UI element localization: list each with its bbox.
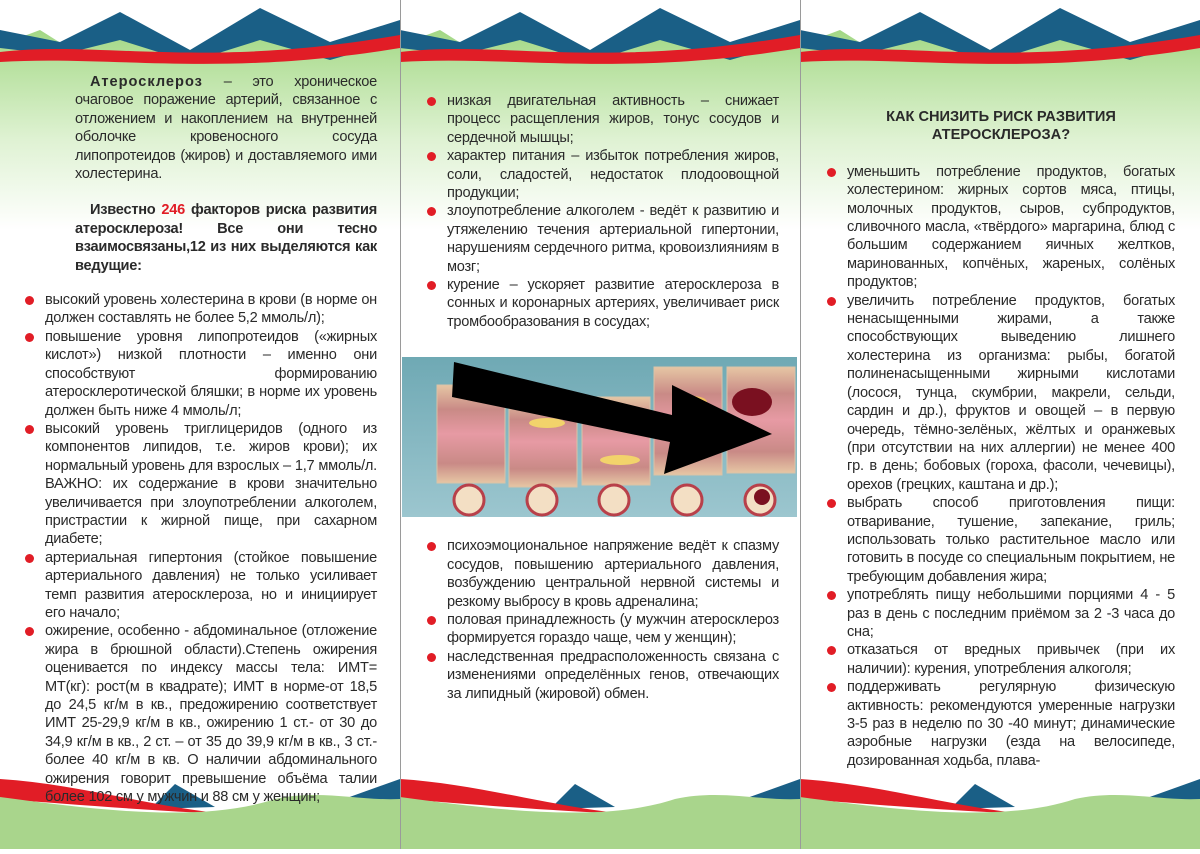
intro-block xyxy=(75,73,377,275)
list-item: половая принадлежность (у мужчин атеросклероз формируется гораздо чаще, чем у женщин); xyxy=(427,611,779,648)
list-item: увеличить потребление продуктов, богатых ненасыщенными жирами, а также способствующих выведению лишнего холестерина из организма: рыбы, богатой полиненасыщенными жирными кислотами (лосося, тунца, скумбрии, макрели, сельди, сардин и др.), фруктов и овощей – в первую очередь, тёмно-зелёных, жёлтых и оранжевых (при отсутствии на них аллергии) не менее 400 гр. в день; бобовых (гороха, фасоли, чечевицы), орехов (грецких, каштана и др.); xyxy=(827,292,1175,494)
risk-factor-list-2 xyxy=(427,92,779,331)
risk-factor-list-1 xyxy=(25,291,377,806)
risk-text: факторов риска развития атеросклероза! Все они тесно взаимосвязаны,12 из них выделяются как ведущие: xyxy=(75,202,377,274)
bullet-list xyxy=(427,537,779,703)
prevention-title: КАК СНИЗИТЬ РИСК РАЗВИТИЯ АТЕРОСКЛЕРОЗА? xyxy=(886,109,1116,144)
bullet-list xyxy=(25,291,377,806)
footer-hills-decoration xyxy=(800,769,1200,849)
list-item: поддерживать регулярную физическую активность: рекомендуются умеренные нагрузки 3-5 раз в неделю по 30 -40 минут; динамические аэробные нагрузки (езда на велосипеде, дозированная ходьба, плава- xyxy=(827,678,1175,770)
list-item: выбрать способ приготовления пищи: отваривание, тушение, запекание, гриль; использовать только растительное масло или готовить в посуде со специальным покрытием, не требующим добавления жира; xyxy=(827,494,1175,586)
bullet-list xyxy=(427,92,779,331)
footer-hills-decoration xyxy=(400,769,800,849)
list-item: высокий уровень холестерина в крови (в норме он должен составлять не более 5,2 ммоль/л); xyxy=(25,291,377,328)
list-item: наследственная предрасположенность связана с изменениями определённых генов, отвечающих за липидный (жировой) обмен. xyxy=(427,648,779,703)
list-item: психоэмоциональное напряжение ведёт к спазму сосудов, повышению артериального давления, возбуждению центральной нервной системы и резкому выбросу в кровь адреналина; xyxy=(427,537,779,611)
column-left xyxy=(25,73,377,806)
list-item: артериальная гипертония (стойкое повышение артериального давления) не только усиливает темп развития атеросклероза, но и инициирует его начало; xyxy=(25,549,377,623)
definition-paragraph xyxy=(75,73,377,183)
fold-line xyxy=(400,0,401,849)
risk-factors-heading xyxy=(75,201,377,275)
list-item: уменьшить потребление продуктов, богатых холестерином: жирных сортов мяса, птицы, молочных продуктов, сыров, субпродуктов, сливочного масла, «твёрдого» маргарина, блюд с большим содержанием яичных желтков, маринованных, копчёных, жареных, солёных продуктов; xyxy=(827,163,1175,292)
column-right xyxy=(827,108,1175,770)
risk-factor-list-3 xyxy=(427,537,779,703)
list-item: курение – ускоряет развитие атеросклероза в сонных и коронарных артериях, увеличивает риск тромбообразования в сосудах; xyxy=(427,276,779,331)
fold-line xyxy=(800,0,801,849)
list-item: повышение уровня липопротеидов («жирных кислот») низкой плотности – именно они способствуют формированию атеросклеротической бляшки; в норме их уровень должен быть ниже 4 ммоль/л; xyxy=(25,328,377,420)
list-item: ожирение, особенно - абдоминальное (отложение жира в брюшной области).Степень ожирения оценивается по индексу массы тела: ИМТ= МТ(кг): рост(м в квадрате); ИМТ в норме-от 18,5 до 24,5 кг/м в кв., предожирению соответствует ИМТ 25-29,9 кг/м в кв., ожирению 1 ст.- от 30 до 34,9 кг/м в кв., 2 ст. – от 35 до 39,9 кг/м в кв., 3 ст.- более 40 кг/м в кв. О наличии абдоминального ожирения говорит превышение объёма талии более 102 см у мужчин и 88 см у женщин; xyxy=(25,622,377,806)
list-item: характер питания – избыток потребления жиров, соли, сладостей, недостаток плодоовощной продукции; xyxy=(427,147,779,202)
bullet-list xyxy=(827,163,1175,770)
column-middle xyxy=(427,92,779,703)
header-wave-decoration xyxy=(400,0,800,70)
header-wave-decoration xyxy=(0,0,400,70)
risk-text: Известно xyxy=(90,202,162,219)
prevention-tips-list xyxy=(827,163,1175,770)
list-item: низкая двигательная активность – снижает процесс расщепления жиров, тонус сосудов и сердечной мышцы; xyxy=(427,92,779,147)
artery-plaque-illustration xyxy=(402,357,797,517)
risk-count: 246 xyxy=(161,202,186,219)
definition-text: – это хроническое очаговое поражение артерий, связанное с отложением и накоплением на внутренней оболочке кровеносного сосуда липопротеидов (жиров) и доставляемого ими холестерина. xyxy=(75,74,377,183)
list-item: отказаться от вредных привычек (при их наличии): курения, употребления алкоголя; xyxy=(827,641,1175,678)
header-wave-decoration xyxy=(800,0,1200,70)
list-item: употреблять пищу небольшими порциями 4 - 5 раз в день с последним приёмом за 2 -3 часа до сна; xyxy=(827,586,1175,641)
list-item: злоупотребление алкоголем - ведёт к развитию и утяжелению течения артериальной гипертонии, нарушениям сердечного ритма, кровоизлияниям в мозг; xyxy=(427,202,779,276)
term: Атеросклероз xyxy=(90,74,203,90)
list-item: высокий уровень триглицеридов (одного из компонентов липидов, т.е. жиров крови); их нормальный уровень для взрослых – 1,7 ммоль/л. ВАЖНО: их содержание в крови значительно увеличивается при злоупотреблении алкоголем, пристрастии к жирной пище, при сахарном диабете; xyxy=(25,420,377,549)
